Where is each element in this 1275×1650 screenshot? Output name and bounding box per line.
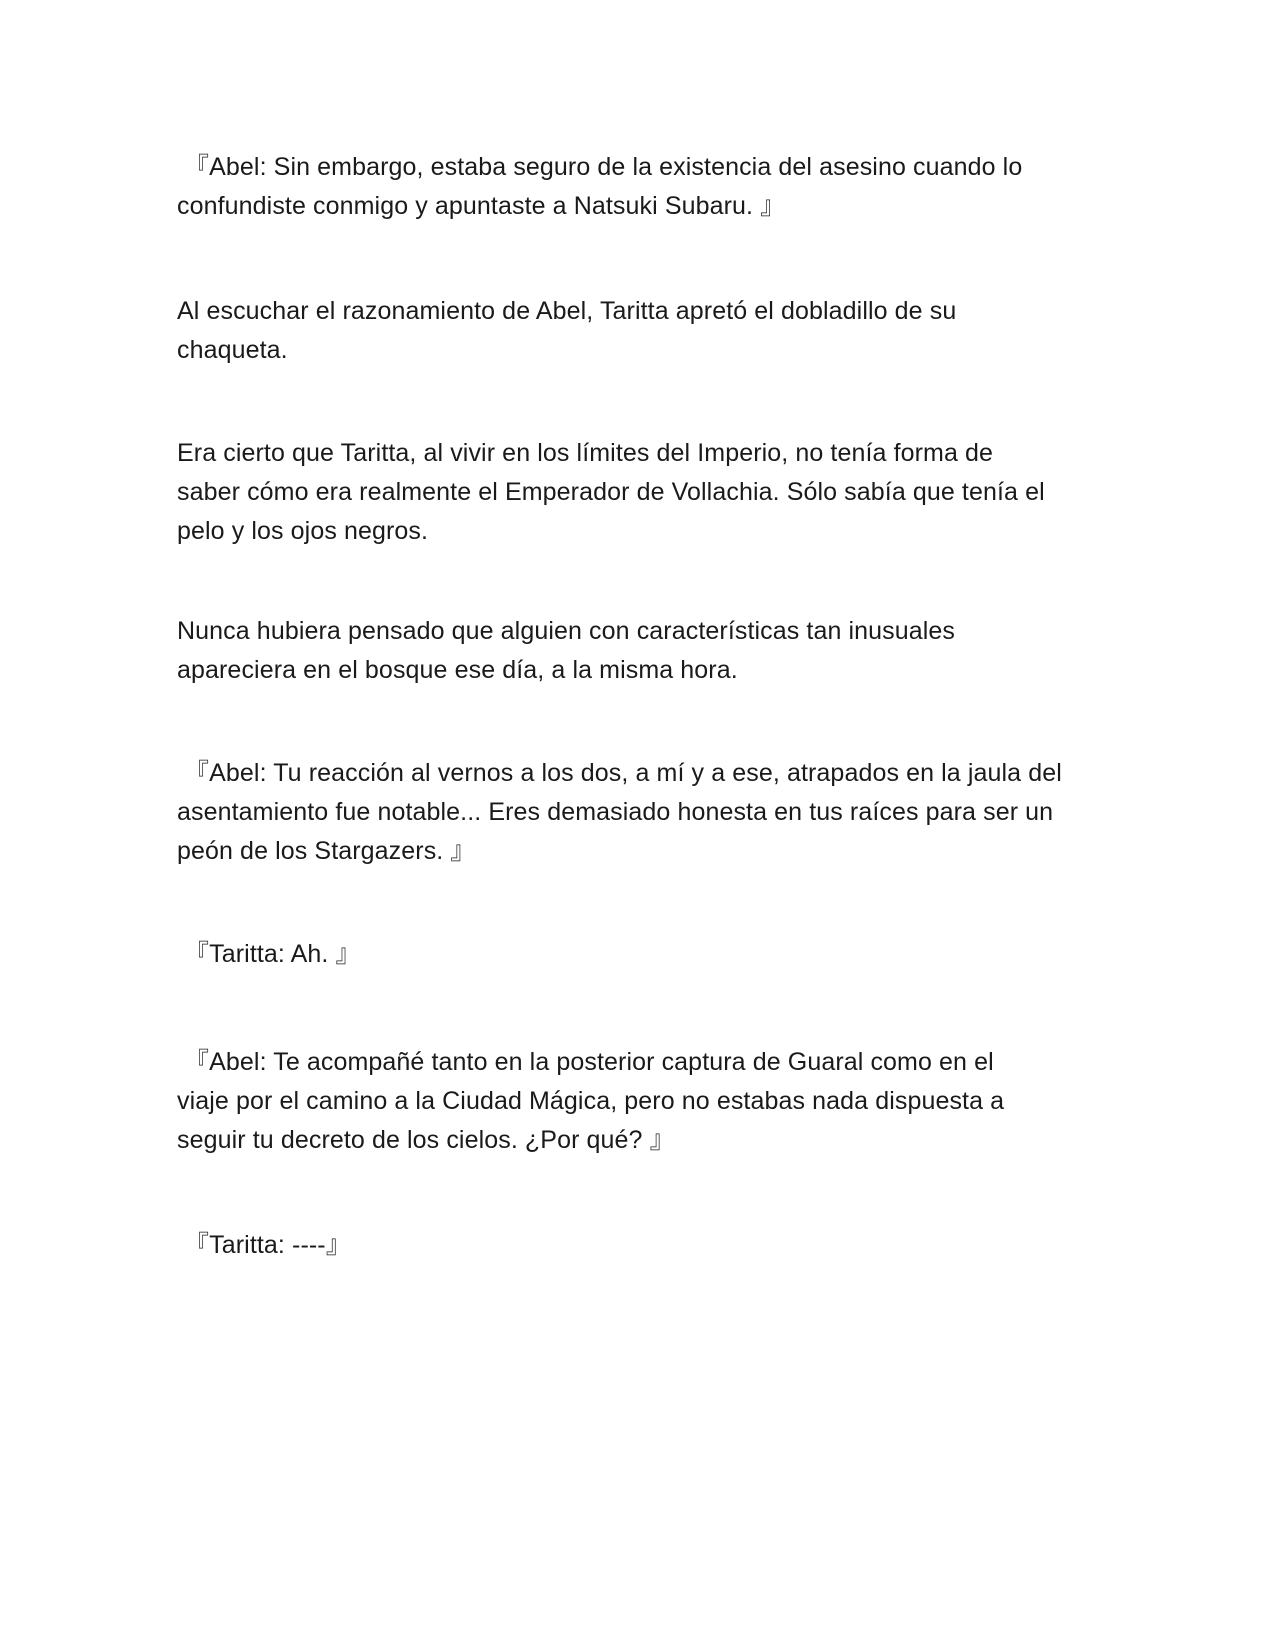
text-line: Al escuchar el razonamiento de Abel, Taritta apretó el dobladillo de su bbox=[177, 297, 957, 325]
dialogue-paragraph-taritta-2 bbox=[177, 1226, 1117, 1265]
text-line: Nunca hubiera pensado que alguien con características tan inusuales bbox=[177, 617, 956, 645]
text-line: chaqueta. bbox=[177, 336, 288, 364]
text-line: 『Abel: Te acompañé tanto en la posterior captura de Guaral como en el bbox=[177, 1048, 994, 1076]
narration-paragraph-3 bbox=[177, 612, 1117, 690]
narration-paragraph-1 bbox=[177, 292, 1117, 370]
text-line: pelo y los ojos negros. bbox=[177, 517, 429, 545]
text-line: 『Abel: Sin embargo, estaba seguro de la existencia del asesino cuando lo bbox=[177, 153, 1023, 181]
text-line: seguir tu decreto de los cielos. ¿Por qué? 』 bbox=[177, 1126, 675, 1154]
text-line: peón de los Stargazers. 』 bbox=[177, 837, 476, 865]
text-line: confundiste conmigo y apuntaste a Natsuki Subaru. 』 bbox=[177, 192, 786, 220]
dialogue-paragraph-abel-3 bbox=[177, 1043, 1117, 1160]
text-line: asentamiento fue notable... Eres demasiado honesta en tus raíces para ser un bbox=[177, 798, 1054, 826]
text-line: Era cierto que Taritta, al vivir en los límites del Imperio, no tenía forma de bbox=[177, 439, 994, 467]
dialogue-paragraph-abel-1 bbox=[177, 148, 1117, 226]
text-line: saber cómo era realmente el Emperador de Vollachia. Sólo sabía que tenía el bbox=[177, 478, 1045, 506]
narration-paragraph-2 bbox=[177, 434, 1117, 551]
text-line: 『Abel: Tu reacción al vernos a los dos, a mí y a ese, atrapados en la jaula del bbox=[177, 759, 1062, 787]
text-line: 『Taritta: ----』 bbox=[177, 1231, 351, 1259]
text-line: apareciera en el bosque ese día, a la misma hora. bbox=[177, 656, 738, 684]
text-line: viaje por el camino a la Ciudad Mágica, pero no estabas nada dispuesta a bbox=[177, 1087, 1005, 1115]
text-line: 『Taritta: Ah. 』 bbox=[177, 940, 361, 968]
dialogue-paragraph-abel-2 bbox=[177, 754, 1117, 871]
dialogue-paragraph-taritta-1 bbox=[177, 935, 1117, 974]
